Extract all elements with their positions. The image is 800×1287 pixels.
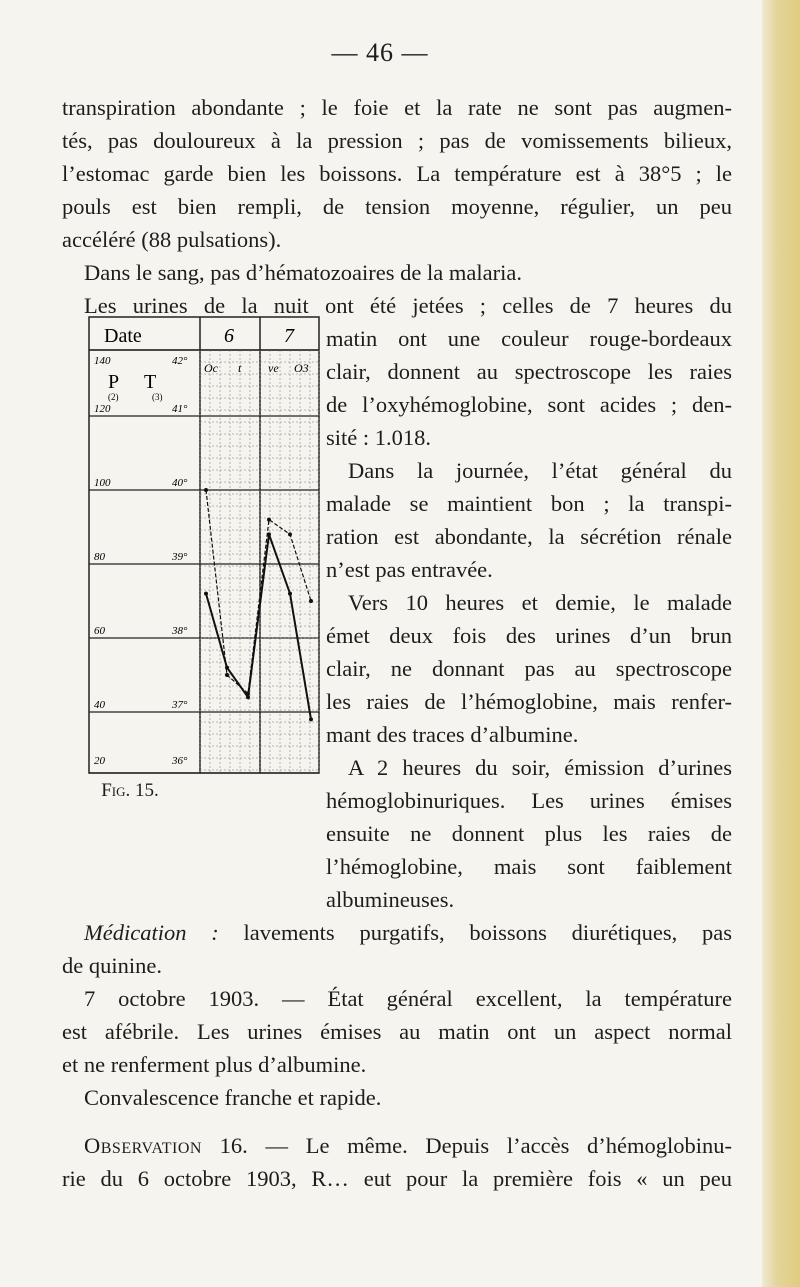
pulse-tick-label: 80 xyxy=(94,551,105,563)
pulse-tick-label: 20 xyxy=(94,755,105,767)
temp-tick-label: 40° xyxy=(172,477,188,489)
pulse-series-line xyxy=(206,490,311,694)
temp-tick-label: 36° xyxy=(172,755,188,767)
pulse-point xyxy=(225,673,229,677)
text-line: l’estomac garde bien les boissons. La température est à 38°5 ; le xyxy=(62,161,732,186)
temperature-point xyxy=(204,592,208,596)
series-layer xyxy=(204,488,313,721)
temperature-series-line xyxy=(206,534,311,719)
text-line: accéléré (88 pulsations). xyxy=(62,227,282,252)
text-line: est afébrile. Les urines émises au matin ont un aspect normal xyxy=(62,1019,732,1044)
text-line: sité : 1.018. xyxy=(326,425,431,450)
period-marker: Oc xyxy=(204,361,218,375)
text-line: transpiration abondante ; le foie et la rate ne sont pas augmen- xyxy=(62,95,732,120)
temp-tick-label: 39° xyxy=(172,551,188,563)
temp-tick-label: 38° xyxy=(172,625,188,637)
text-line: rie du 6 octobre 1903, R… eut pour la première fois « un peu xyxy=(62,1166,732,1191)
period-marker: ve xyxy=(268,361,279,375)
text-line: n’est pas entravée. xyxy=(326,557,493,582)
temperature-pulse-chart xyxy=(88,316,320,776)
date-label: Date xyxy=(104,325,142,347)
chart-grid xyxy=(89,350,319,773)
text-line: Vers 10 heures et demie, le malade xyxy=(348,590,732,615)
medication-label: Médication : xyxy=(84,920,219,945)
text-line: albumineuses. xyxy=(326,887,455,912)
caption-number: 15. xyxy=(135,780,159,801)
text-line: hémoglobinuriques. Les urines émises xyxy=(326,788,732,813)
text-line: Convalescence franche et rapide. xyxy=(84,1085,382,1110)
pulse-point xyxy=(309,599,313,603)
text-line: Dans le sang, pas d’hématozoaires de la malaria. xyxy=(84,260,522,285)
temp-tick-label: 42° xyxy=(172,355,188,367)
pulse-tick-label: 60 xyxy=(94,625,105,637)
pulse-tick-label: 140 xyxy=(94,355,111,367)
period-marker: t xyxy=(238,361,242,375)
pulse-tick-label: 40 xyxy=(94,699,105,711)
temperature-point xyxy=(309,717,313,721)
text-line: de l’oxyhémoglobine, sont acides ; den- xyxy=(326,392,732,417)
pulse-point xyxy=(267,518,271,522)
text-line: Dans la journée, l’état général du xyxy=(348,458,732,483)
text-line: et ne renferment plus d’albumine. xyxy=(62,1052,367,1077)
text-line: A 2 heures du soir, émission d’urines xyxy=(348,755,732,780)
temperature-point xyxy=(225,666,229,670)
text-line: matin ont une couleur rouge-bordeaux xyxy=(326,326,732,351)
text-line: l’hémoglobine, mais sont faiblement xyxy=(326,854,732,879)
temp-tick-label: 37° xyxy=(172,699,188,711)
temperature-point xyxy=(267,532,271,536)
text-line: clair, donnent au spectroscope les raies xyxy=(326,359,732,384)
pulse-point xyxy=(288,532,292,536)
page-edge xyxy=(762,0,800,1287)
temp-axis-label: T xyxy=(144,371,157,393)
text-line: de quinine. xyxy=(62,953,162,978)
temp-axis-sub: (3) xyxy=(152,392,163,402)
day-label: 7 xyxy=(284,325,294,347)
text-line: pouls est bien rempli, de tension moyenne, régulier, un peu xyxy=(62,194,732,219)
text-line: les raies de l’hémoglobine, mais renfer- xyxy=(326,689,732,714)
text-line: 7 octobre 1903. — État général excellent, la température xyxy=(84,986,732,1011)
day-label: 6 xyxy=(224,325,234,347)
medication-text: lavements purgatifs, boissons diurétiques, pas xyxy=(243,920,732,945)
text-line: Les urines de la nuit ont été jetées ; celles de 7 heures du xyxy=(84,293,732,318)
observation-label: Observation xyxy=(84,1133,202,1158)
chart-frame xyxy=(89,317,319,773)
figure-caption xyxy=(88,780,172,802)
temperature-point xyxy=(246,695,250,699)
text-line: ensuite ne donnent plus les raies de xyxy=(326,821,732,846)
text-line xyxy=(62,1130,732,1161)
text-line: malade se maintient bon ; la transpi- xyxy=(326,491,732,516)
pulse-tick-label: 100 xyxy=(94,477,111,489)
pulse-tick-label: 120 xyxy=(94,403,111,415)
text-line: ration est abondante, la sécrétion rénale xyxy=(326,524,732,549)
temp-tick-label: 41° xyxy=(172,403,188,415)
page-number: — 46 — xyxy=(331,38,429,67)
text-line: tés, pas douloureux à la pression ; pas de vomissements bilieux, xyxy=(62,128,732,153)
pulse-axis-sub: (2) xyxy=(108,392,119,402)
text-line: émet deux fois des urines d’un brun xyxy=(326,623,732,648)
temperature-point xyxy=(288,592,292,596)
text-line: clair, ne donnant pas au spectroscope xyxy=(326,656,732,681)
period-marker: O3 xyxy=(294,361,309,375)
pulse-axis-label: P xyxy=(108,371,120,393)
text-line: mant des traces d’albumine. xyxy=(326,722,579,747)
pulse-point xyxy=(204,488,208,492)
observation-text: 16. — Le même. Depuis l’accès d’hémoglobinu- xyxy=(219,1133,732,1158)
caption-fig: Fig. xyxy=(101,780,131,801)
text-line xyxy=(62,917,732,948)
